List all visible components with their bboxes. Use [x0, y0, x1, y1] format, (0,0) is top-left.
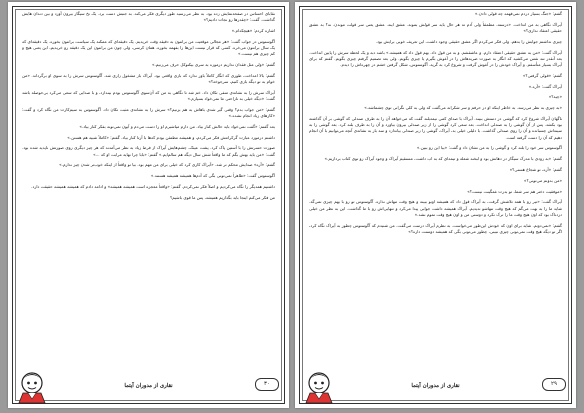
paragraph: گفتم: «قولی گرفتی؟»: [522, 72, 562, 78]
paragraph: گفتم: «آره» صدایش محکم تر شد. «آیراک کاری کرد که خیلی برای من مهم بود. بیا تو واقعاً از اینکه خوب‌تر شدن چیز ندارم.»: [59, 162, 275, 168]
paragraph: «چیه؟»: [548, 94, 562, 100]
paragraph: «من بدونم می‌تونی؟»: [523, 177, 562, 183]
paragraph: صورت حسرتش را با آستین پاک کرد. پشت عینک، چشم‌هایش آیراک از فرط زیاد به نظر می‌آمدند که هر چیز دیگری روی صورتش ناپدید شده بود. گفت: «من باید بهش بگم که ما واقعاً شش سال دیگه هم سالم‌ایم.» گفتم: «بابا چرا نهایه مرابت او که ...»: [22, 145, 275, 157]
paragraph: چیزی نداشتم جوابش را بدهم. ولی فکر می‌کردم اگر عشق حقیقی وجود داشت، این تعریف خوبی برایش بود.: [375, 38, 562, 44]
paragraph: من فکر می‌کنم اینجا باید بگذاریم همیشه، پس ما قوی باشیم؟: [169, 194, 275, 200]
right-page-body: [309, 11, 562, 364]
paragraph: آگوستوس در جواب گفت: «هر مجالی موقعیت من برانتون به دقیقه وقت خریدیم. یک دقیقه‌ای که ممکنه یک سیاست برانتون بخوره. یک دقیقه‌ای که یک سال برانتون می‌خره. کسی که قرار نیست این‌ها را بفهمه بخوره. همان کرسی، ولی چون من برانتون این یک دقیقه رو خریدیم، این یعنی هیچ و کم چیزی هم نیست.»: [22, 38, 275, 57]
paragraph: آیراک نگاهی به من انداخت. «درسته، مطمئناً ولی آدم ته هر حال باید سر قولش بمونه. عشق اینه. عشق یعنی سر قولت موندن. نه؟ به عشق حقیقی اعتقاد نداری؟»: [309, 21, 562, 33]
paragraph: گفتم: «به زودی با مدرک سیگار در دهانش بود و لبخند شعله و تیمه‌ای که به اب داشت، مستقیم آیراک و وجود آیراک رو توی کتاب برداریم.»: [324, 156, 562, 162]
paragraph: آگوستوس گفت: «ظاهراً نمی‌تونی بگی که آدم‌ها همیشه همیشه هستند.»: [150, 173, 275, 179]
paragraph: گفتم: بالا امداخت، طوری که انگار کاملاً باور ندارد که بازی واقعی بود. آیراک باز مشغول زاری شد. آگوستوس سرش را به سوی او برگرداند. «من خوام به تو دیگه بازی کنیم، سرجوخه؟»: [22, 72, 275, 84]
paragraph: آیراک گفت: «من به عشق حقیقی اعتقاد دارم. و عاشقشم. و به من قول داد. بهم قول داد که همیشه.» باشد دبه و یک لحظه سرش را پایین انداخت. بعد آنقدر تند نفس می‌کشید که انگار به صورت ضربه‌هاش را در آغوش بگیرم یا چیزی بگویم. ولی بعد تصمیم گرفتم چیزی بگویم. گفتم که برای آیراک بسیار متأسفم. و آیراک خودش را در آغوش گرفت و شروع کرد به گریه. آگوستوس، شکل گرفتن خشم در چهره‌اش را دیدم.: [309, 49, 562, 67]
paragraph: گفتم: «من جواب بدم؟ وقتی گیر شدی باهاش به هم بزنیم؟» سرش را به نشانه‌ی مثبت تکان داد. آگوستوس به سیم‌کارت من نگاه کرد و گفت: «کارهای زیاد انجام نشده.»: [22, 106, 275, 118]
paragraph: بعد گفتم: «گفت نمی‌خواد باید حالش کنار بیاد. من دارم میاشبرم او را دست می‌دم و آیون نمی‌تونه بفکر کنار بیاد.»: [79, 123, 275, 129]
paragraph: نقابای احساس در صفحه‌نمایش زده بود. به نظر می‌رسید طور دیگری فکر می‌کند. به جنبش دست برد. یک نخ سیگار بیرون آورد و بین دندان هایش گذاشت. گفت: «چقدرها رو نجات دادیم؟»: [22, 11, 275, 23]
paragraph: گفتم: «آره، تو شجاع هستی؟»: [509, 166, 562, 172]
paragraph: ناگهان آیراک شروع کرد که گوشی در دستش ببیند. آیراک با صدای کمی نیمه‌بلند گفت که می‌خواهد آن را به طرف صندلی که گوشی بر آن گذاشته بود بکشد. پس از آن گوشی را به صندلی انداخت. بعد سعی کرد گوشی را از زیر صندلی بیرون بیاورد و آن را به طرف بلند کرد. بعد گوشی را به سینه‌اش چسبانده و آن را روی صندلی گذاشت. با دلیلی خیلی بد، آیراک، گوشی را زیر صندلی بیاندازد و سه بار به نشانه‌ی آنچه می‌توانیم با آن انجام دهیم که آن را دست گرفته است.: [309, 115, 562, 140]
left-page: [8, 2, 289, 408]
paragraph: آیراک گفت: «آره.»: [528, 83, 562, 89]
paragraph: داشتیم همدیگر را نگاه می‌کردیم و اصلاً فکر نمی‌کردم. گفتم: «واقعاً معجزه است همیشه همیشه» و ادامه دادم که همیشه همیشه حقیقت دارد.: [31, 183, 275, 189]
paragraph: «به چیزی به نظر می‌رسد. به خاطر اینکه او در حرفم و سر شکرانه می‌گفت که ولی به کلی نگرانی توی چشماشه.»: [364, 105, 562, 111]
paragraph: گفتم: «ولی مثل فقدان نداریم درموزه به سری بیکتوکل حرف می‌زنیم.»: [151, 62, 275, 67]
paragraph: آگوستوس سر خود را بلند کرد و گوشی را به من نشان داد و گفت: «بیا این رو ببین.»: [416, 145, 562, 151]
right-page-footer: [299, 370, 572, 404]
paragraph: گفتم: «نمی‌دونم. شاید برای اون که خودش این‌طور می‌خواست. به نظرم آیراک درست می‌گفت. من شنیدم که آگوستوس چطور به آیراک نگاه کرد، اگر تو دیگه هیچ وقت نمی‌تونی چیزی نبینی، چطور می‌تونی بگی که همیشه دوستت داره؟»: [309, 222, 562, 234]
paragraph: داشتم درمورد عبارت گرکرامش فکر می‌کردم، و همیشه مطمئن بودم که‌ها با آرتا کنار بیاد. گفتم: «کاملاً شبیه هم هستن.»: [67, 134, 275, 140]
left-page-body: [22, 11, 275, 364]
paragraph: «موفقیت دختر هم سر شما، تو بدرت غمگینت نیست؟»: [467, 188, 562, 194]
paragraph: آیزاک سرش را به نشانه‌ی منفی تکان داد. خم شد تا نگاهی به من که آن‌سوی آگوستوس بودم بیندازد، و با صدایی که سعی می‌کرد بی‌حوصله باشد گفت: «دیگه خیلی به ناراحتی ما نمی‌خواد بسپارم.»: [22, 89, 275, 101]
paragraph: اشاره کردم: «هیچکدام.»: [231, 28, 275, 33]
paragraph: آیراک گفت: «تیر رو با همه تلاشش گرفت، به آیراک قول داد که همیشه اونو ببینه و هیچ وقت تنهاش نذاره. آگوستوس تو رو با بهم چیزی نمی‌گه. شاید ما را به بهت می‌گم که هیچ وقت تنها‌شو ندیدیم. آیراک همیشه داشت جوابی پیدا می‌کرد و تنهایی‌اش رو با ما گذاشت. این به نظر من خیلی دردناک بود که اون هیچ وقت ما را ترک نکرد و دوستی من و اون هیچ وقت تموم نشد.»: [309, 199, 562, 217]
left-page-footer: [12, 370, 285, 404]
page-number: ۳۰: [255, 378, 279, 391]
book-title: نقاری از مدوران آیتما: [411, 383, 460, 389]
page-number: ۲۹: [542, 378, 566, 391]
book-title: نقاری از مدوران آیتما: [124, 383, 173, 389]
paragraph: گفتم: «جنگ بسیار دردم نمی‌فهمد چه قولی دادن.»: [474, 11, 562, 16]
right-page: [295, 2, 576, 408]
